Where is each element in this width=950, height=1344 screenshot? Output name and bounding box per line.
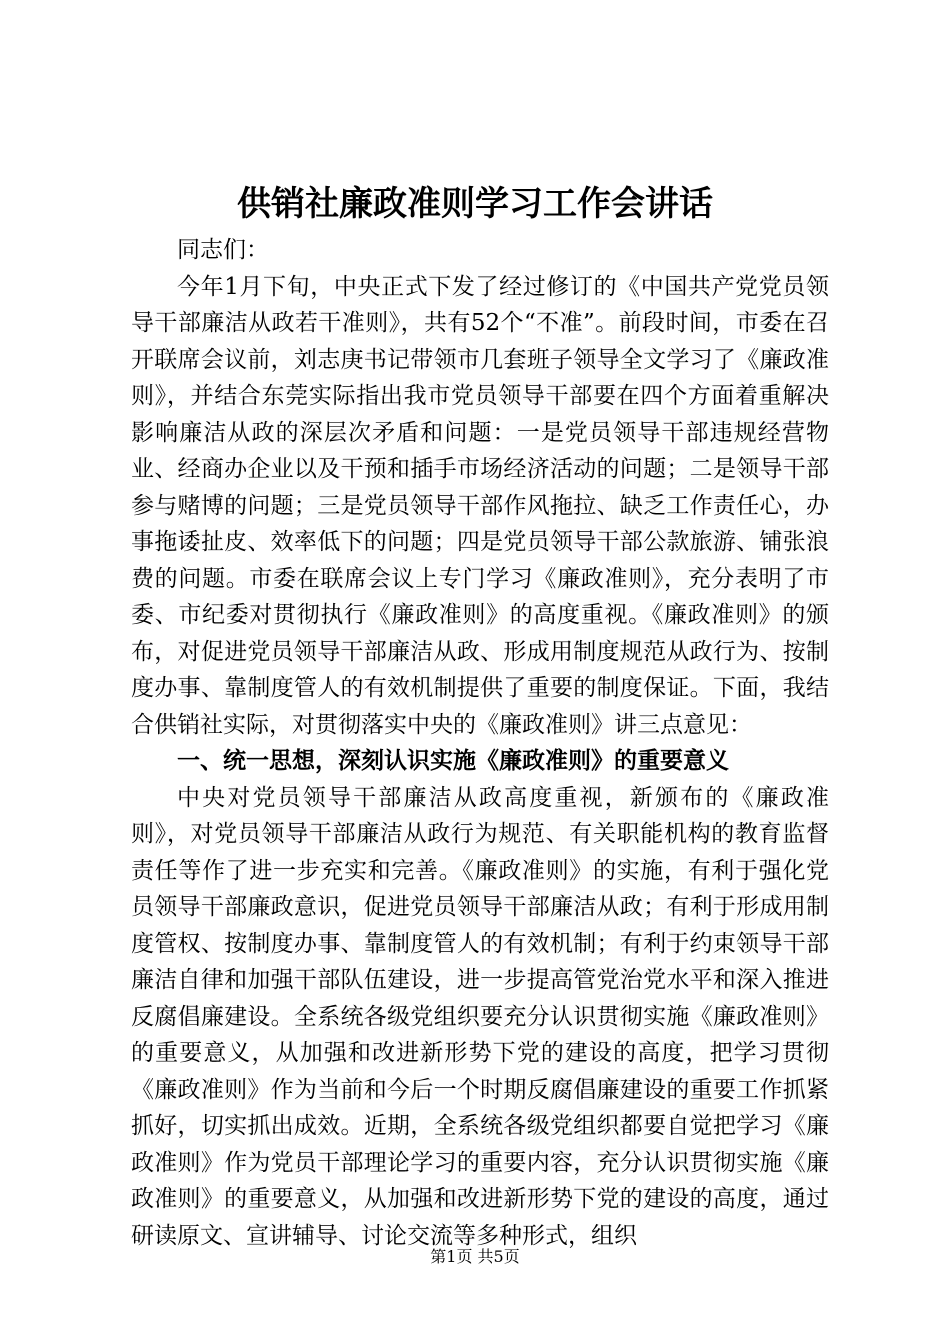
document-title: 供销社廉政准则学习工作会讲话	[237, 184, 713, 224]
greeting: 同志们：	[177, 237, 269, 263]
page-footer: 第1页 共5页	[430, 1247, 520, 1266]
paragraph: 今年1月下旬，中央正式下发了经过修订的《中国共产党党员领导干部廉洁从政若干准则》，共有52个“不准”。前段时间，市委在召开联席会议前，刘志庚书记带领市几套班子领导全文学习了《廉政准则》，并结合东莞实际指出我市党员领导干部要在四个方面着重解决影响廉洁从政的深层次矛盾和问题：一是党员领导干部违规经营物业、经商办企业以及干预和插手市场经济活动的问题；二是领导干部参与赌博的问题；三是党员领导干部作风拖拉、缺乏工作责任心，办事拖诿扯皮、效率低下的问题；四是党员领导干部公款旅游、铺张浪费的问题。市委在联席会议上专门学习《廉政准则》，充分表明了市委、市纪委对贯彻执行《廉政准则》的高度重视。《廉政准则》的颁布，对促进党员领导干部廉洁从政、形成用制度规范从政行为、按制度办事、靠制度管人的有效机制提供了重要的制度保证。下面，我结合供销社实际，对贯彻落实中央的《廉政准则》讲三点意见：	[131, 273, 829, 738]
paragraph: 中央对党员领导干部廉洁从政高度重视，新颁布的《廉政准则》，对党员领导干部廉洁从政行为规范、有关职能机构的教育监督责任等作了进一步充实和完善。《廉政准则》的实施，有利于强化党员领导干部廉政意识，促进党员领导干部廉洁从政；有利于形成用制度管权、按制度办事、靠制度管人的有效机制；有利于约束领导干部廉洁自律和加强干部队伍建设，进一步提高管党治党水平和深入推进反腐倡廉建设。全系统各级党组织要充分认识贯彻实施《廉政准则》的重要意义，从加强和改进新形势下党的建设的高度，把学习贯彻《廉政准则》作为当前和今后一个时期反腐倡廉建设的重要工作抓紧抓好，切实抓出成效。近期，全系统各级党组织都要自觉把学习《廉政准则》作为党员干部理论学习的重要内容，充分认识贯彻实施《廉政准则》的重要意义，从加强和改进新形势下党的建设的高度，通过研读原文、宣讲辅导、讨论交流等多种形式，组织	[131, 784, 829, 1249]
section-heading: 一、统一思想，深刻认识实施《廉政准则》的重要意义	[177, 748, 729, 774]
document-body	[131, 232, 829, 1254]
